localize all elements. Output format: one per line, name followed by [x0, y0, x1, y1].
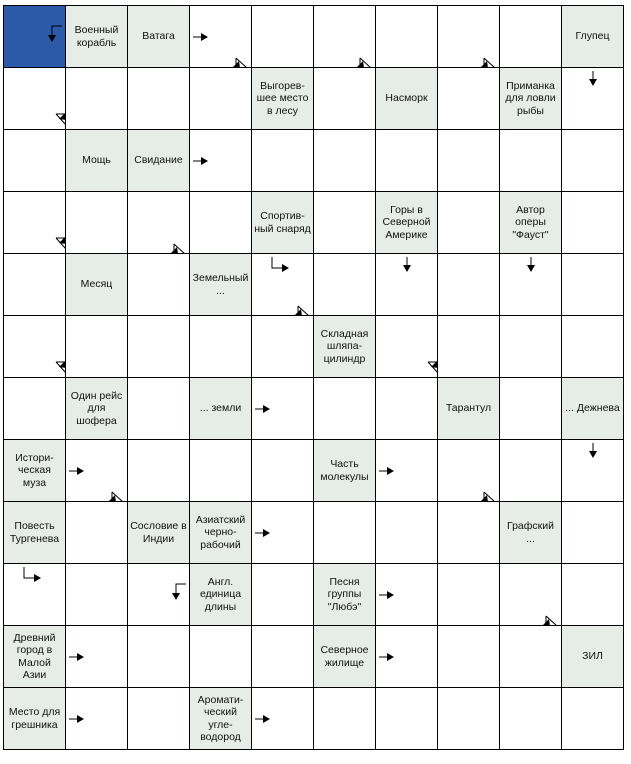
clue-text: Складная шляпа-цилиндр — [320, 327, 369, 365]
clue-cell — [4, 440, 66, 502]
answer-cell[interactable] — [562, 688, 624, 750]
answer-cell[interactable] — [376, 502, 438, 564]
clue-cell — [314, 440, 376, 502]
clue-text: Азиатский чернорабочий — [195, 513, 246, 551]
clue-cell — [4, 688, 66, 750]
clue-cell — [562, 6, 624, 68]
clue-text: Автор оперы "Фауст" — [512, 203, 549, 241]
answer-cell[interactable] — [500, 130, 562, 192]
answer-cell[interactable] — [500, 6, 562, 68]
answer-cell[interactable] — [190, 130, 252, 192]
arrow-right-icon — [376, 564, 438, 626]
clue-cell — [314, 564, 376, 626]
clue-cell — [66, 130, 128, 192]
clue-cell — [438, 378, 500, 440]
answer-cell[interactable] — [66, 564, 128, 626]
answer-cell[interactable] — [252, 440, 314, 502]
clue-cell — [66, 6, 128, 68]
clue-text: Часть молекулы — [320, 458, 369, 483]
clue-cell — [190, 564, 252, 626]
clue-text: Историческая муза — [15, 451, 54, 489]
answer-cell[interactable] — [500, 254, 562, 316]
answer-cell[interactable] — [66, 68, 128, 130]
clue-cell — [562, 378, 624, 440]
answer-cell[interactable] — [438, 688, 500, 750]
clue-text: Сословие в Индии — [130, 520, 187, 545]
clue-text: Песня группы "Любэ" — [327, 575, 362, 613]
answer-cell[interactable] — [438, 68, 500, 130]
clue-text: Место для грешника — [8, 706, 61, 731]
clue-cell — [4, 502, 66, 564]
clue-text: Спортивный снаряд — [254, 210, 311, 235]
answer-cell[interactable] — [128, 378, 190, 440]
answer-cell[interactable] — [66, 440, 128, 502]
clue-cell — [128, 130, 190, 192]
answer-cell[interactable] — [252, 316, 314, 378]
arrow-diag-right-icon — [376, 316, 438, 378]
answer-cell[interactable] — [252, 130, 314, 192]
answer-cell[interactable] — [314, 378, 376, 440]
clue-text: Повесть Тургенева — [9, 520, 60, 545]
answer-cell[interactable] — [438, 254, 500, 316]
clue-text: Глупец — [575, 30, 610, 43]
answer-cell[interactable] — [128, 564, 190, 626]
answer-cell[interactable] — [500, 626, 562, 688]
clue-text: Приманка для ловли рыбы — [505, 79, 556, 117]
answer-cell[interactable] — [562, 192, 624, 254]
arrow-down-icon — [562, 440, 624, 502]
answer-cell[interactable] — [66, 502, 128, 564]
answer-cell[interactable] — [4, 192, 66, 254]
answer-cell[interactable] — [562, 502, 624, 564]
clue-cell — [500, 502, 562, 564]
answer-cell[interactable] — [4, 564, 66, 626]
answer-cell[interactable] — [128, 254, 190, 316]
answer-cell[interactable] — [562, 316, 624, 378]
clue-cell — [314, 626, 376, 688]
clue-text: Военный корабль — [74, 24, 119, 49]
answer-cell[interactable] — [252, 564, 314, 626]
answer-cell[interactable] — [562, 254, 624, 316]
clue-text: ЗИЛ — [582, 650, 603, 663]
answer-cell[interactable] — [190, 440, 252, 502]
answer-cell[interactable] — [128, 626, 190, 688]
arrow-right-icon — [376, 440, 438, 502]
clue-text: Ароматический углеводород — [197, 693, 244, 743]
answer-cell[interactable] — [128, 68, 190, 130]
answer-cell[interactable] — [4, 254, 66, 316]
arrow-right-icon — [376, 626, 438, 688]
clue-cell — [190, 688, 252, 750]
arrow-down-right-icon — [4, 564, 66, 626]
answer-cell[interactable] — [190, 6, 252, 68]
clue-cell — [562, 626, 624, 688]
clue-cell — [252, 192, 314, 254]
clue-cell — [314, 316, 376, 378]
grid-corner-cell — [4, 6, 66, 68]
answer-cell[interactable] — [376, 378, 438, 440]
clue-cell — [128, 502, 190, 564]
clue-cell — [252, 68, 314, 130]
clue-text: Англ. единица длины — [199, 575, 242, 613]
arrow-right-icon — [66, 626, 128, 688]
clue-cell — [376, 68, 438, 130]
clue-text: Тарантул — [445, 402, 492, 415]
answer-cell[interactable] — [438, 440, 500, 502]
answer-cell[interactable] — [376, 626, 438, 688]
answer-cell[interactable] — [128, 688, 190, 750]
arrow-diag-down-icon — [252, 254, 314, 316]
answer-cell[interactable] — [376, 130, 438, 192]
clue-cell — [66, 378, 128, 440]
arrow-left-down-icon — [4, 6, 66, 68]
answer-cell[interactable] — [4, 316, 66, 378]
answer-cell[interactable] — [438, 502, 500, 564]
answer-cell[interactable] — [376, 316, 438, 378]
clue-cell — [190, 254, 252, 316]
clue-text: Выгоревшее место в лесу — [256, 79, 309, 117]
clue-text: ... Дежнева — [565, 402, 620, 415]
clue-text: Мощь — [82, 154, 111, 167]
arrow-diag-down-icon — [128, 192, 190, 254]
arrow-right-icon — [66, 688, 128, 750]
answer-cell[interactable] — [500, 440, 562, 502]
answer-cell[interactable] — [128, 440, 190, 502]
clue-text: Графский ... — [507, 520, 554, 545]
answer-cell[interactable] — [4, 130, 66, 192]
arrow-diag-right-icon — [4, 68, 66, 130]
clue-text: Ватага — [142, 30, 175, 43]
answer-cell[interactable] — [128, 192, 190, 254]
answer-cell[interactable] — [252, 688, 314, 750]
answer-cell[interactable] — [500, 688, 562, 750]
arrow-down-icon — [562, 68, 624, 130]
clue-cell — [128, 6, 190, 68]
clue-text: ... земли — [199, 402, 242, 415]
answer-cell[interactable] — [66, 316, 128, 378]
answer-cell[interactable] — [438, 192, 500, 254]
answer-cell[interactable] — [314, 192, 376, 254]
arrow-right-icon — [252, 502, 314, 564]
answer-cell[interactable] — [438, 316, 500, 378]
clue-text: Месяц — [80, 278, 113, 291]
answer-cell[interactable] — [190, 626, 252, 688]
answer-cell[interactable] — [190, 68, 252, 130]
answer-cell[interactable] — [314, 130, 376, 192]
arrow-right-icon — [190, 130, 252, 192]
answer-cell[interactable] — [4, 378, 66, 440]
crossword-grid — [3, 5, 624, 750]
answer-cell[interactable] — [314, 688, 376, 750]
answer-cell[interactable] — [500, 316, 562, 378]
answer-cell[interactable] — [66, 192, 128, 254]
clue-cell — [4, 626, 66, 688]
answer-cell[interactable] — [66, 626, 128, 688]
answer-cell[interactable] — [376, 564, 438, 626]
clue-cell — [66, 254, 128, 316]
arrow-right-icon — [252, 688, 314, 750]
arrow-down-icon — [376, 254, 438, 316]
answer-cell[interactable] — [252, 626, 314, 688]
arrow-diag-right-icon — [4, 316, 66, 378]
answer-cell[interactable] — [500, 378, 562, 440]
arrow-diag-down-icon — [66, 440, 128, 502]
answer-cell[interactable] — [66, 688, 128, 750]
answer-cell[interactable] — [438, 130, 500, 192]
answer-cell[interactable] — [438, 626, 500, 688]
answer-cell[interactable] — [376, 440, 438, 502]
answer-cell[interactable] — [314, 68, 376, 130]
clue-text: Свидание — [134, 154, 183, 167]
clue-cell — [190, 502, 252, 564]
answer-cell[interactable] — [562, 130, 624, 192]
answer-cell[interactable] — [500, 564, 562, 626]
answer-cell[interactable] — [252, 6, 314, 68]
clue-text: Северное жилище — [320, 644, 369, 669]
answer-cell[interactable] — [562, 440, 624, 502]
answer-cell[interactable] — [314, 254, 376, 316]
arrow-left-down-icon — [128, 564, 190, 626]
answer-cell[interactable] — [562, 68, 624, 130]
answer-cell[interactable] — [438, 6, 500, 68]
answer-cell[interactable] — [376, 254, 438, 316]
answer-cell[interactable] — [190, 192, 252, 254]
clue-cell — [500, 68, 562, 130]
answer-cell[interactable] — [562, 564, 624, 626]
clue-cell — [500, 192, 562, 254]
clue-cell — [376, 192, 438, 254]
clue-cell — [190, 378, 252, 440]
arrow-diag-down-icon — [190, 6, 252, 68]
clue-text: Насморк — [385, 92, 428, 105]
arrow-down-icon — [500, 254, 562, 316]
arrow-diag-down-icon — [500, 564, 562, 626]
arrow-diag-down-icon — [438, 440, 500, 502]
answer-cell[interactable] — [252, 254, 314, 316]
answer-cell[interactable] — [252, 502, 314, 564]
answer-cell[interactable] — [252, 378, 314, 440]
arrow-diag-right-icon — [4, 192, 66, 254]
arrow-diag-down-icon — [438, 6, 500, 68]
clue-text: Один рейс для шофера — [70, 389, 123, 427]
clue-text: Земельный ... — [192, 272, 249, 297]
arrow-right-icon — [252, 378, 314, 440]
answer-cell[interactable] — [4, 68, 66, 130]
answer-cell[interactable] — [314, 502, 376, 564]
clue-text: Древний город в Малой Азии — [13, 631, 56, 681]
answer-cell[interactable] — [438, 564, 500, 626]
answer-cell[interactable] — [314, 6, 376, 68]
answer-cell[interactable] — [190, 316, 252, 378]
clue-text: Горы в Северной Америке — [382, 203, 431, 241]
arrow-diag-down-icon — [314, 6, 376, 68]
answer-cell[interactable] — [376, 688, 438, 750]
answer-cell[interactable] — [376, 6, 438, 68]
answer-cell[interactable] — [128, 316, 190, 378]
